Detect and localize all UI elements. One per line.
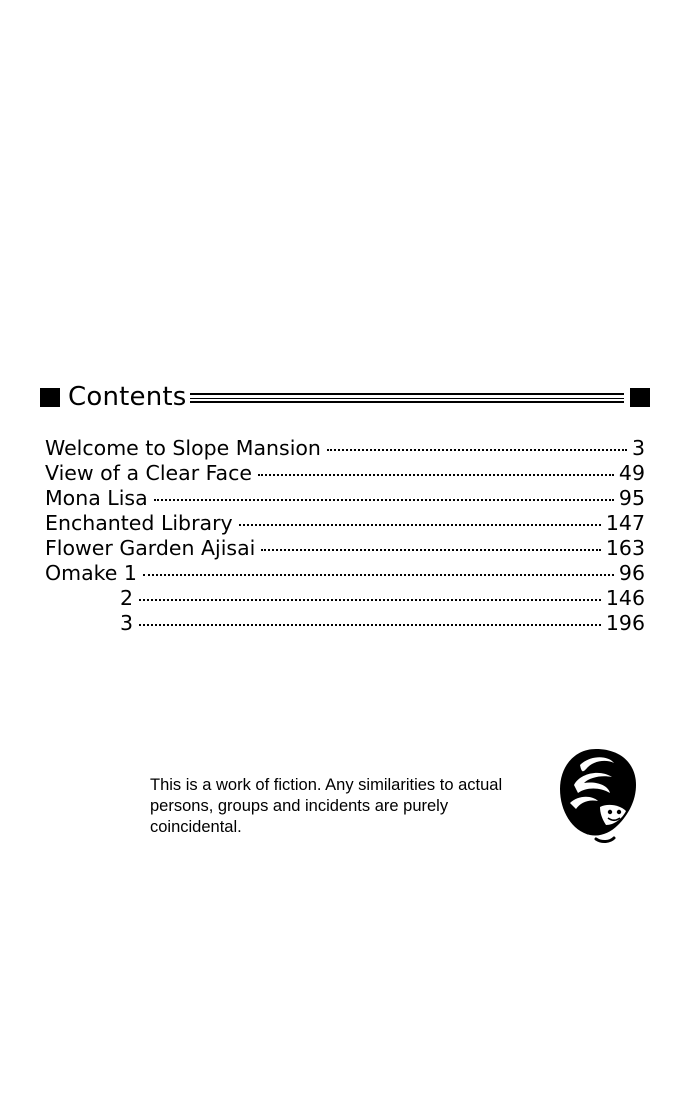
toc-entry-title: Enchanted Library	[45, 511, 233, 535]
header-rule	[190, 393, 624, 395]
toc-entry	[45, 561, 645, 586]
toc-entry-page: 96	[618, 561, 645, 585]
toc-entry-title: Welcome to Slope Mansion	[45, 436, 321, 460]
toc-leader-dots	[139, 624, 601, 626]
toc-entry-page: 196	[605, 611, 645, 635]
toc-entry-title: Omake 1	[45, 561, 137, 585]
toc-entry-page: 49	[618, 461, 645, 485]
header-rule	[190, 398, 624, 399]
toc-leader-dots	[239, 524, 601, 526]
toc-entry	[45, 436, 645, 461]
toc-entry	[45, 511, 645, 536]
toc-entry-title: Flower Garden Ajisai	[45, 536, 256, 560]
publisher-logo-icon	[556, 745, 640, 845]
toc-leader-dots	[258, 474, 614, 476]
toc-entry-title: 3	[120, 611, 134, 635]
fiction-disclaimer: This is a work of fiction. Any similarities to actual persons, groups and incidents are purely coincidental.	[150, 776, 503, 836]
toc-entry-title: 2	[120, 586, 134, 610]
toc-leader-dots	[139, 599, 601, 601]
square-bullet-icon	[630, 388, 650, 407]
toc-leader-dots	[143, 574, 614, 576]
table-of-contents	[45, 436, 645, 636]
toc-entry-title: Mona Lisa	[45, 486, 148, 510]
toc-entry-page: 163	[605, 536, 645, 560]
toc-leader-dots	[154, 499, 614, 501]
square-bullet-icon	[40, 388, 60, 407]
toc-entry-title: View of a Clear Face	[45, 461, 253, 485]
contents-header	[40, 380, 650, 414]
toc-entry-page: 3	[631, 436, 645, 460]
toc-entry-page: 147	[605, 511, 645, 535]
toc-entry	[45, 586, 645, 611]
toc-entry-page: 146	[605, 586, 645, 610]
contents-title: Contents	[68, 382, 187, 412]
toc-leader-dots	[327, 449, 627, 451]
toc-entry-page: 95	[618, 486, 645, 510]
toc-entry	[45, 611, 645, 636]
toc-entry	[45, 461, 645, 486]
toc-entry	[45, 486, 645, 511]
toc-leader-dots	[261, 549, 601, 551]
header-rule	[190, 401, 624, 403]
toc-entry	[45, 536, 645, 561]
